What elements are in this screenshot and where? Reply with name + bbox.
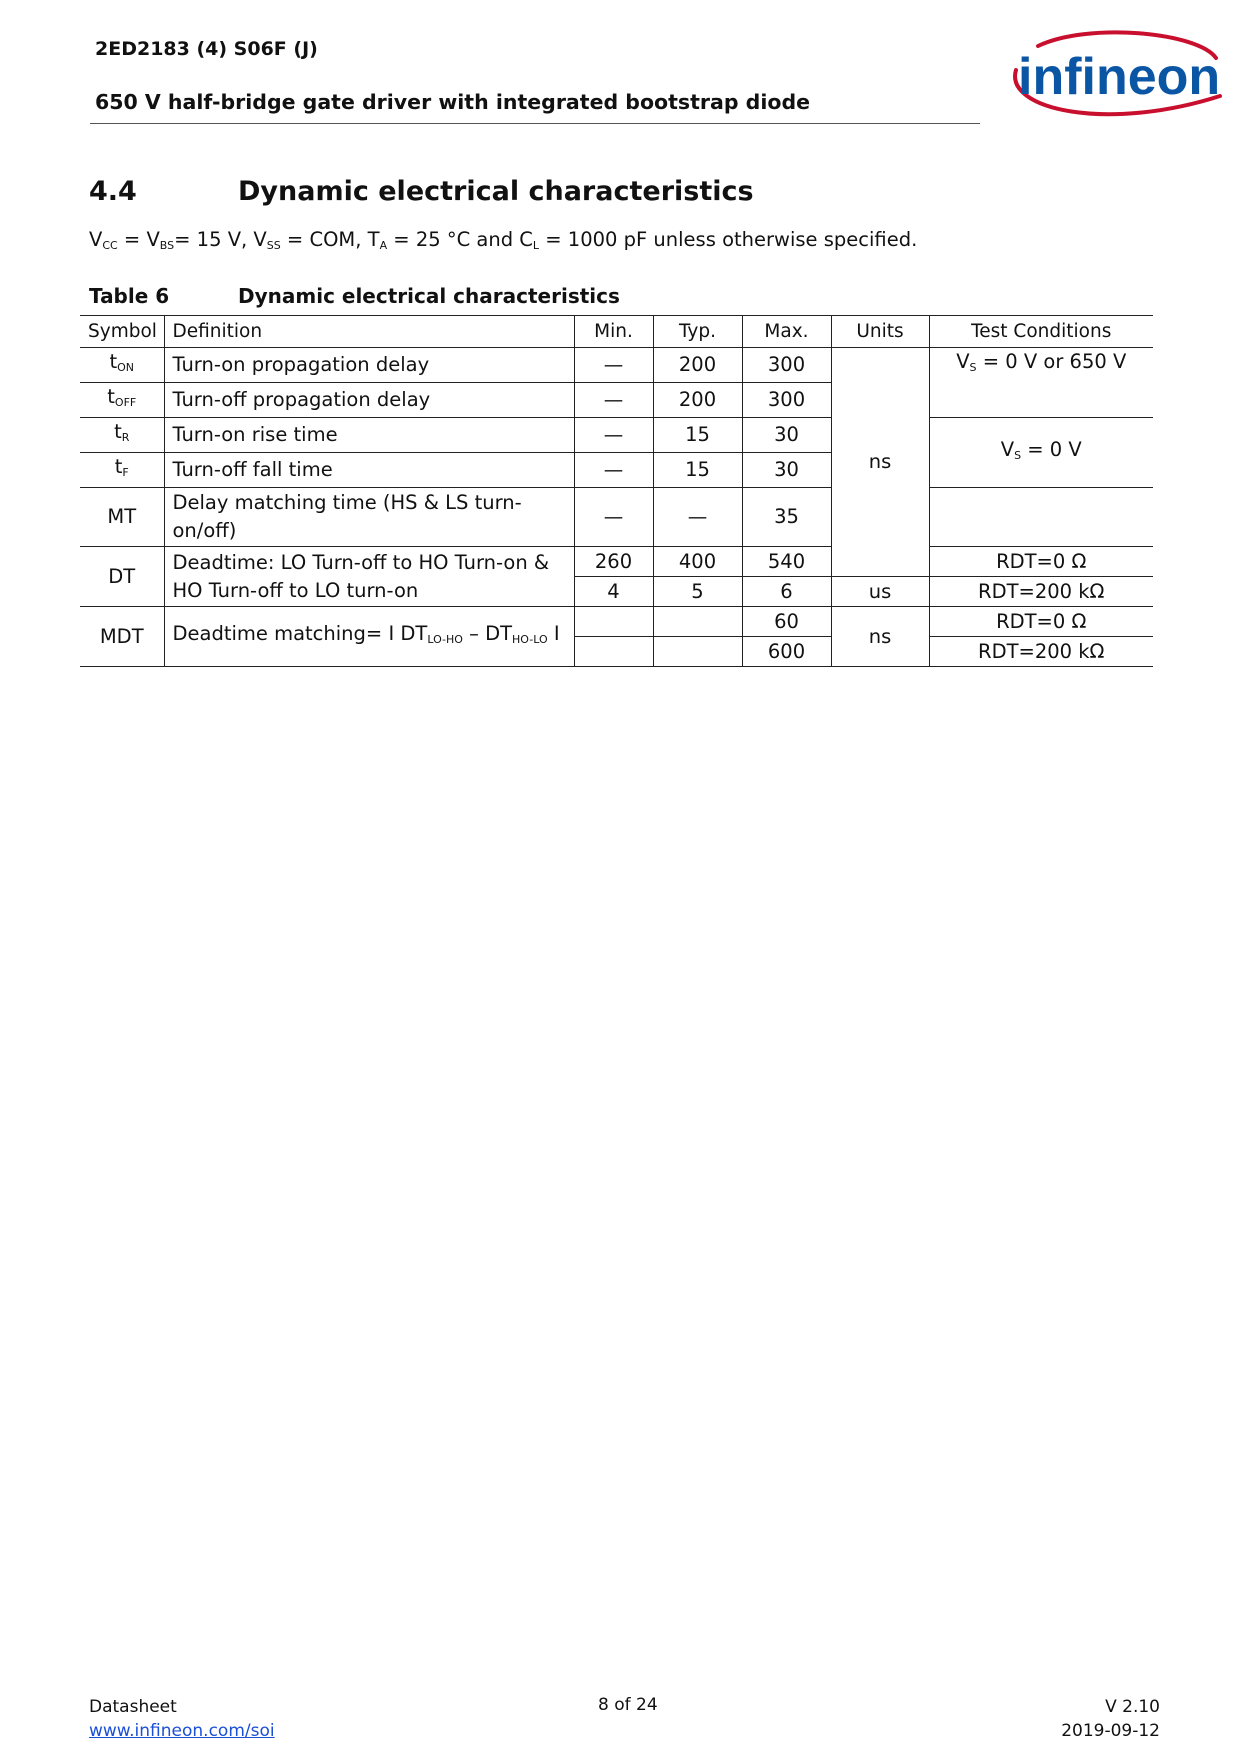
header-symbol: Symbol xyxy=(80,316,164,348)
document-subtitle: 650 V half-bridge gate driver with integrated bootstrap diode xyxy=(95,90,811,114)
min-cell: — xyxy=(574,488,653,547)
typ-cell: — xyxy=(653,488,742,547)
typ-cell: 400 xyxy=(653,547,742,577)
typ-cell: 5 xyxy=(653,577,742,607)
header-min: Min. xyxy=(574,316,653,348)
symbol-cell: $t_{ON}$ xyxy=(80,348,164,383)
definition-cell: Deadtime matching= I $DT_{LO-HO} - DT_{HO-LO}$ I xyxy=(164,607,574,667)
max-cell: 540 xyxy=(742,547,831,577)
condition-cell-vs-650: $V_S = 0$ V or 650 V xyxy=(929,348,1153,418)
min-cell xyxy=(574,607,653,637)
table-row-mt xyxy=(80,488,1153,547)
max-cell: 35 xyxy=(742,488,831,547)
max-cell: 60 xyxy=(742,607,831,637)
symbol-cell: MDT xyxy=(80,607,164,667)
table-label: Table 6 xyxy=(89,284,170,308)
min-cell: — xyxy=(574,418,653,453)
definition-cell: Turn-on rise time xyxy=(164,418,574,453)
condition-cell-vs-0: $V_S = 0$ V xyxy=(929,418,1153,488)
symbol-cell: $t_R$ xyxy=(80,418,164,453)
definition-cell: Turn-off fall time xyxy=(164,453,574,488)
header-units: Units xyxy=(831,316,929,348)
table-row-dt-1 xyxy=(80,547,1153,577)
min-cell: — xyxy=(574,453,653,488)
header-max: Max. xyxy=(742,316,831,348)
header-typ: Typ. xyxy=(653,316,742,348)
typ-cell: 15 xyxy=(653,418,742,453)
min-cell xyxy=(574,637,653,667)
section-title: Dynamic electrical characteristics xyxy=(238,176,754,207)
min-cell: — xyxy=(574,348,653,383)
symbol-cell: DT xyxy=(80,547,164,607)
header-divider xyxy=(90,123,980,124)
max-cell: 30 xyxy=(742,418,831,453)
definition-cell: Deadtime: LO Turn-off to HO Turn-on & HO Turn-off to LO turn-on xyxy=(164,547,574,607)
symbol-cell: $t_{OFF}$ xyxy=(80,383,164,418)
units-cell: us xyxy=(831,577,929,607)
header-test-conditions: Test Conditions xyxy=(929,316,1153,348)
typ-cell: 200 xyxy=(653,383,742,418)
condition-cell-empty xyxy=(929,488,1153,547)
typ-cell: 200 xyxy=(653,348,742,383)
definition-cell: Delay matching time (HS & LS turn-on/off) xyxy=(164,488,574,547)
units-cell-ns: ns xyxy=(831,348,929,577)
document-part-number: 2ED2183 (4) S06F (J) xyxy=(95,38,318,60)
dynamic-characteristics-table xyxy=(80,315,1153,667)
symbol-cell: MT xyxy=(80,488,164,547)
max-cell: 300 xyxy=(742,348,831,383)
max-cell: 6 xyxy=(742,577,831,607)
definition-cell: Turn-off propagation delay xyxy=(164,383,574,418)
condition-cell: RDT=200 kΩ xyxy=(929,637,1153,667)
max-cell: 600 xyxy=(742,637,831,667)
min-cell: 4 xyxy=(574,577,653,607)
footer-version: V 2.10 xyxy=(1105,1697,1160,1717)
symbol-cell: $t_F$ xyxy=(80,453,164,488)
table-row-mdt-1 xyxy=(80,607,1153,637)
max-cell: 300 xyxy=(742,383,831,418)
table-row-tr xyxy=(80,418,1153,453)
typ-cell: 15 xyxy=(653,453,742,488)
footer-date: 2019-09-12 xyxy=(1061,1721,1160,1741)
definition-cell: Turn-on propagation delay xyxy=(164,348,574,383)
footer-website-link[interactable]: www.infineon.com/soi xyxy=(89,1721,275,1741)
table-row-ton xyxy=(80,348,1153,383)
condition-cell: RDT=0 Ω xyxy=(929,607,1153,637)
footer-page-number: 8 of 24 xyxy=(598,1695,658,1715)
table-header-row xyxy=(80,316,1153,348)
units-cell: ns xyxy=(831,607,929,667)
logo-wordmark: infineon xyxy=(1018,48,1221,106)
header-definition: Definition xyxy=(164,316,574,348)
condition-cell: RDT=0 Ω xyxy=(929,547,1153,577)
section-number: 4.4 xyxy=(89,176,137,207)
min-cell: 260 xyxy=(574,547,653,577)
infineon-logo xyxy=(998,28,1224,126)
table-title: Dynamic electrical characteristics xyxy=(238,284,620,308)
typ-cell xyxy=(653,637,742,667)
test-conditions-line: $V_{CC} = V_{BS}= 15$ V, $V_{SS}$ = COM, $T_A = 25$ °C and $C_L = 1000$ pF unless otherwise specified. xyxy=(89,228,918,252)
max-cell: 30 xyxy=(742,453,831,488)
footer-doc-type: Datasheet xyxy=(89,1697,177,1717)
condition-cell: RDT=200 kΩ xyxy=(929,577,1153,607)
min-cell: — xyxy=(574,383,653,418)
footer-right xyxy=(1061,1695,1160,1743)
typ-cell xyxy=(653,607,742,637)
footer-left xyxy=(89,1695,275,1743)
